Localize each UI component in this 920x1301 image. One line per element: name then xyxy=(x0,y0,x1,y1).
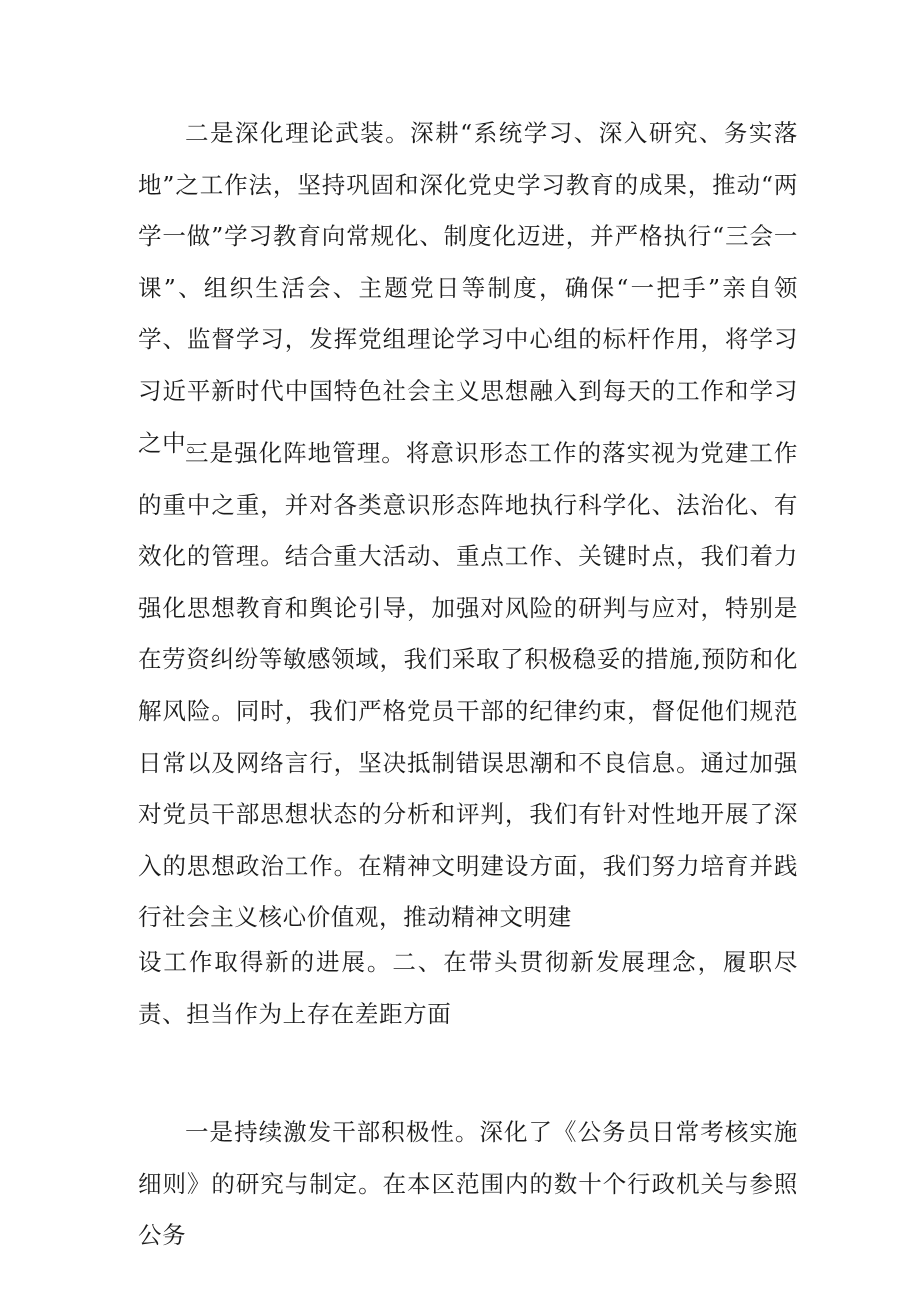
paragraph-continuation-new-development: 设工作取得新的进展。二、在带头贯彻新发展理念，履职尽责、担当作为上存在差距方面 xyxy=(138,948,798,1028)
paragraph-position-management: 三是强化阵地管理。将意识形态工作的落实视为党建工作的重中之重，并对各类意识形态阵地执行科学化、法治化、有效化的管理。结合重大活动、重点工作、关键时点，我们着力强化思想教育和舆论引导，加强对风险的研判与应对，特别是在劳资纠纷等敏感领域，我们采取了积极稳妥的措施,预防和化解风险。同时，我们严格党员干部的纪律约束，督促他们规范日常以及网络言行，坚决抵制错误思潮和不良信息。通过加强对党员干部思想状态的分析和评判，我们有针对性地开展了深入的思想政治工作。在精神文明建设方面，我们努力培育并践行社会主义核心价值观，推动精神文明建 xyxy=(138,439,798,932)
paragraph-deepen-theory: 二是深化理论武装。深耕“系统学习、深入研究、务实落地”之工作法，坚持巩固和深化党史学习教育的成果，推动“两学一做”学习教育向常规化、制度化迈进，并严格执行“三会一课”、组织生活会、主题党日等制度，确保“一把手”亲自领学、监督学习，发挥党组理论学习中心组的标杆作用，将学习习近平新时代中国特色社会主义思想融入到每天的工作和学习之中。 xyxy=(138,119,798,457)
paragraph-cadre-motivation: 一是持续激发干部积极性。深化了《公务员日常考核实施细则》的研究与制定。在本区范围内的数十个行政机关与参照公务 xyxy=(138,1118,798,1250)
